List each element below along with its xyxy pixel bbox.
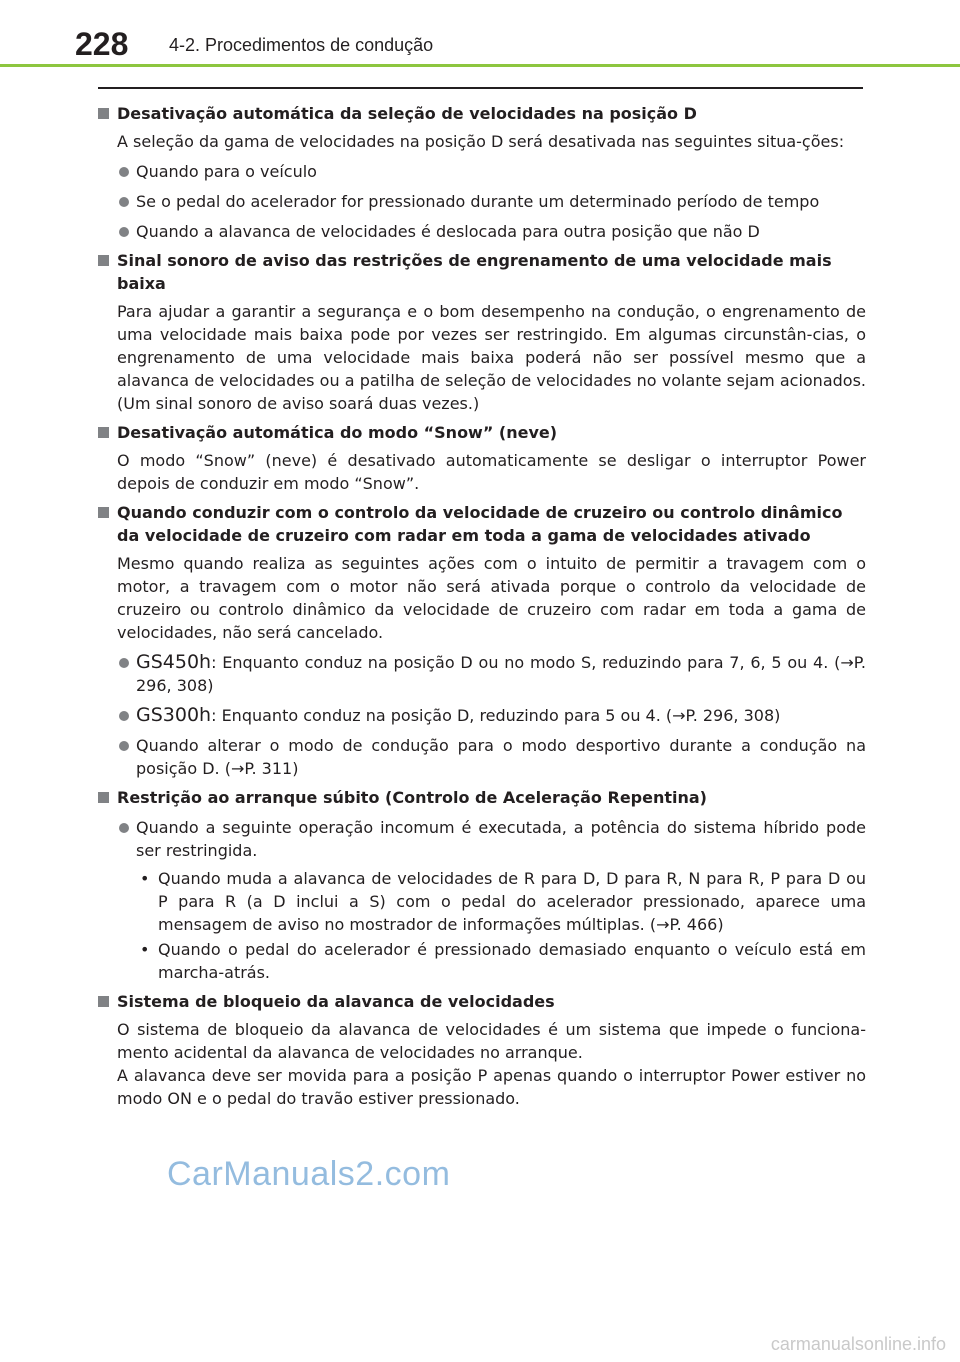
list-item: Quando para o veículo bbox=[98, 160, 866, 183]
list-item: Se o pedal do acelerador for pressionado durante um determinado período de tempo bbox=[98, 190, 866, 213]
list-item: GS450h: Enquanto conduz na posição D ou no modo S, reduzindo para 7, 6, 5 ou 4. (→P. 296, 308) bbox=[98, 651, 866, 697]
section-auto-deactivation-d bbox=[98, 102, 866, 243]
list-item: Quando alterar o modo de condução para o modo desportivo durante a condução na posição D. (→P. 311) bbox=[98, 734, 866, 780]
model-name: GS450h bbox=[136, 651, 212, 673]
section-heading: Desativação automática da seleção de velocidades na posição D bbox=[98, 102, 866, 125]
section-paragraph: O modo “Snow” (neve) é desativado automaticamente se desligar o interruptor Power depois de conduzir em modo “Snow”. bbox=[117, 451, 866, 493]
watermark-logo: CarManuals2.com bbox=[167, 1155, 451, 1193]
sub-list-item: • Quando muda a alavanca de velocidades de R para D, D para R, N para R, P para D ou P para R (a D inclui a S) com o pedal do acelerador pressionado, aparece uma mensagem de aviso no mostrador de informações múltiplas. (→P. 466) bbox=[140, 869, 866, 934]
sub-bullet-marker: • bbox=[140, 940, 150, 959]
round-bullet-icon bbox=[119, 711, 129, 721]
round-bullet-icon bbox=[119, 823, 129, 833]
section-shift-lock bbox=[98, 990, 866, 1110]
section-downshift-buzzer bbox=[98, 249, 866, 415]
section-paragraph: A seleção da gama de velocidades na posição D será desativada nas seguintes situa-ções: bbox=[117, 132, 845, 151]
section-heading: Desativação automática do modo “Snow” (neve) bbox=[98, 421, 866, 444]
section-heading: Quando conduzir com o controlo da velocidade de cruzeiro ou controlo dinâmico da velocidade de cruzeiro com radar em toda a gama de velocidades ativado bbox=[98, 501, 866, 547]
footer-watermark: carmanualsonline.info bbox=[770, 1334, 946, 1354]
round-bullet-icon bbox=[119, 227, 129, 237]
list-item: Quando a seguinte operação incomum é executada, a potência do sistema híbrido pode ser restringida. bbox=[98, 816, 866, 862]
section-heading: Sinal sonoro de aviso das restrições de engrenamento de uma velocidade mais baixa bbox=[98, 249, 866, 295]
list-item: GS300h: Enquanto conduz na posição D, reduzindo para 5 ou 4. (→P. 296, 308) bbox=[98, 704, 866, 727]
section-heading: Restrição ao arranque súbito (Controlo de Aceleração Repentina) bbox=[98, 786, 866, 809]
round-bullet-icon bbox=[119, 658, 129, 668]
sub-bullet-marker: • bbox=[140, 869, 150, 888]
list-item: Quando a alavanca de velocidades é deslocada para outra posição que não D bbox=[98, 220, 866, 243]
page-header bbox=[0, 0, 960, 70]
sub-list-item: • Quando o pedal do acelerador é pressionado demasiado enquanto o veículo está em marcha-atrás. bbox=[140, 940, 866, 982]
content-divider bbox=[98, 87, 863, 89]
section-paragraph: O sistema de bloqueio da alavanca de velocidades é um sistema que impede o funciona-mento acidental da alavanca de velocidades no arranque. bbox=[117, 1020, 866, 1062]
round-bullet-icon bbox=[119, 197, 129, 207]
header-divider bbox=[0, 64, 960, 67]
chapter-title: 4-2. Procedimentos de condução bbox=[169, 35, 434, 55]
section-paragraph: A alavanca deve ser movida para a posição P apenas quando o interruptor Power estiver no modo ON e o pedal do travão estiver pressionado. bbox=[117, 1066, 866, 1108]
square-bullet-icon bbox=[98, 108, 109, 119]
square-bullet-icon bbox=[98, 792, 109, 803]
section-cruise-control bbox=[98, 501, 866, 780]
square-bullet-icon bbox=[98, 427, 109, 438]
section-paragraph: Mesmo quando realiza as seguintes ações com o intuito de permitir a travagem com o motor, a travagem com o motor não será ativada porque o controlo da velocidade de cruzeiro ou controlo dinâmico da velocidade de cruzeiro com radar em toda a gama de velocidades, não será cancelado. bbox=[117, 554, 866, 642]
square-bullet-icon bbox=[98, 507, 109, 518]
round-bullet-icon bbox=[119, 167, 129, 177]
section-heading: Sistema de bloqueio da alavanca de velocidades bbox=[98, 990, 866, 1013]
round-bullet-icon bbox=[119, 741, 129, 751]
square-bullet-icon bbox=[98, 996, 109, 1007]
section-paragraph: Para ajudar a garantir a segurança e o bom desempenho na condução, o engrenamento de uma velocidade mais baixa pode por vezes ser restringido. Em algumas circunstân-cias, o engrenamento de uma velocidade mais baixa poderá não ser possível mesmo que a alavanca de velocidades ou a patilha de seleção de velocidades no volante sejam acionados. (Um sinal sonoro de aviso soará duas vezes.) bbox=[117, 302, 866, 413]
page-content bbox=[98, 96, 866, 1110]
page-number: 228 bbox=[75, 26, 129, 62]
section-sudden-start bbox=[98, 786, 866, 984]
model-name: GS300h bbox=[136, 704, 212, 726]
square-bullet-icon bbox=[98, 255, 109, 266]
section-snow-mode bbox=[98, 421, 866, 495]
